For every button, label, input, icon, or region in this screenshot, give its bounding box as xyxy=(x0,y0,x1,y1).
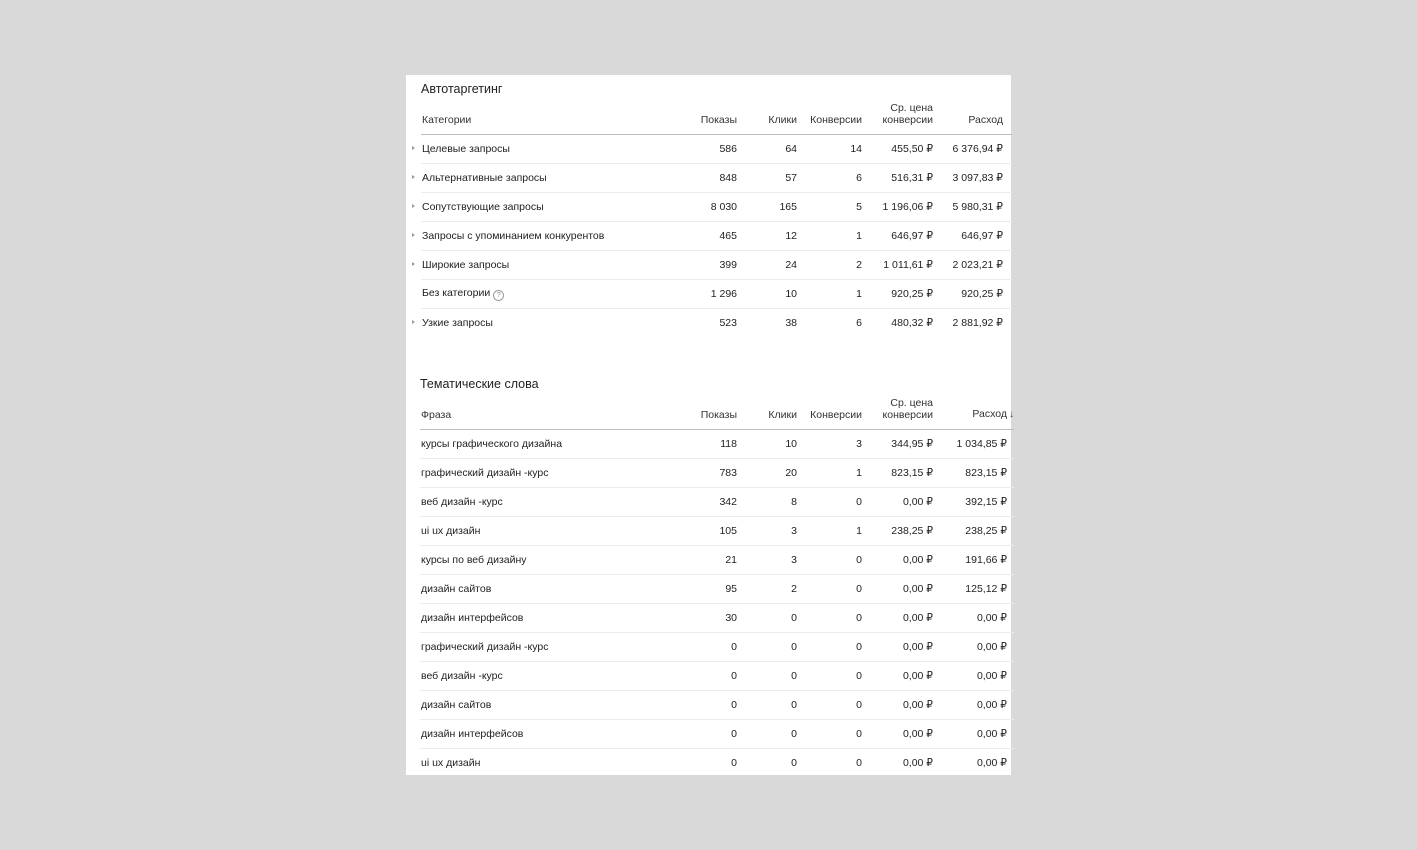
category-name[interactable] xyxy=(421,193,661,222)
autotargeting-table xyxy=(421,102,1012,337)
category-name-label: Узкие запросы xyxy=(422,317,493,329)
keyword-phrase-label: дизайн интерфейсов xyxy=(421,612,524,624)
col-header-category[interactable]: Категории xyxy=(421,102,661,135)
category-name-label: Сопутствующие запросы xyxy=(422,201,544,213)
spend-cell: 2 023,21 ₽ xyxy=(942,251,1012,280)
shows-cell: 0 xyxy=(661,662,746,691)
clicks-cell: 64 xyxy=(746,135,806,164)
clicks-cell: 0 xyxy=(746,633,806,662)
expand-caret-icon[interactable] xyxy=(412,320,415,324)
keyword-phrase-label: веб дизайн -курс xyxy=(421,670,503,682)
clicks-cell: 0 xyxy=(746,604,806,633)
clicks-cell: 38 xyxy=(785,317,797,329)
shows-cell: 105 xyxy=(661,517,746,546)
keyword-phrase-label: графический дизайн -курс xyxy=(421,467,549,479)
conversions-cell: 5 xyxy=(806,193,871,222)
shows-cell: 465 xyxy=(661,222,746,251)
spend-cell: 191,66 ₽ xyxy=(942,546,1014,575)
clicks-cell: 0 xyxy=(746,691,806,720)
keywords-title: Тематические слова xyxy=(420,377,539,391)
avg-price-cell: 920,25 ₽ xyxy=(871,280,942,309)
expand-caret-icon[interactable] xyxy=(412,175,415,179)
col-header-avg-price[interactable] xyxy=(871,397,942,430)
expand-caret-icon[interactable] xyxy=(412,146,415,150)
clicks-cell: 3 xyxy=(746,546,806,575)
col-header-shows[interactable]: Показы xyxy=(661,397,746,430)
clicks-cell: 12 xyxy=(746,222,806,251)
clicks-cell: 10 xyxy=(746,280,806,309)
conversions-cell: 0 xyxy=(806,662,871,691)
table-row[interactable] xyxy=(421,135,1012,164)
conversions-cell: 6 xyxy=(856,317,862,329)
conversions-cell: 6 xyxy=(806,164,871,193)
clicks-cell: 165 xyxy=(746,193,806,222)
report-panel xyxy=(406,75,1014,775)
table-row[interactable] xyxy=(420,488,1014,517)
shows-cell: 21 xyxy=(661,546,746,575)
avg-price-cell: 455,50 ₽ xyxy=(871,135,942,164)
col-header-spend-label: Расход xyxy=(972,408,1007,420)
table-row[interactable] xyxy=(420,662,1014,691)
col-header-phrase[interactable]: Фраза xyxy=(420,397,661,430)
conversions-cell: 1 xyxy=(806,280,871,309)
conversions-cell: 0 xyxy=(806,604,871,633)
shows-cell: 0 xyxy=(661,691,746,720)
table-row[interactable] xyxy=(420,517,1014,546)
table-row[interactable] xyxy=(421,251,1012,280)
avg-price-cell: 0,00 ₽ xyxy=(871,546,942,575)
spend-cell: 6 376,94 ₽ xyxy=(942,135,1012,164)
col-header-avg-price-line2: конверсии xyxy=(882,114,933,126)
conversions-cell: 3 xyxy=(806,430,871,459)
conversions-cell: 14 xyxy=(806,135,871,164)
keyword-phrase[interactable] xyxy=(420,488,661,517)
keyword-phrase[interactable] xyxy=(420,546,661,575)
autotargeting-title: Автотаргетинг xyxy=(421,82,503,96)
keyword-phrase[interactable] xyxy=(420,459,661,488)
keyword-phrase-label: графический дизайн -курс xyxy=(421,641,549,653)
avg-price-cell: 1 196,06 ₽ xyxy=(871,193,942,222)
table-row[interactable] xyxy=(420,604,1014,633)
col-header-avg-price[interactable] xyxy=(871,102,942,135)
clicks-cell: 57 xyxy=(746,164,806,193)
conversions-cell: 1 xyxy=(806,517,871,546)
keyword-phrase-label: дизайн сайтов xyxy=(421,583,492,595)
table-row[interactable] xyxy=(421,222,1012,251)
spend-cell: 238,25 ₽ xyxy=(942,517,1014,546)
shows-cell: 1 296 xyxy=(661,280,746,309)
shows-cell: 30 xyxy=(661,604,746,633)
spend-cell: 2 881,92 ₽ xyxy=(952,317,1003,329)
col-header-avg-price-line1: Ср. цена xyxy=(890,102,933,114)
spend-cell: 0,00 ₽ xyxy=(942,720,1014,749)
clicks-cell: 20 xyxy=(746,459,806,488)
table-row[interactable] xyxy=(420,749,1014,778)
shows-cell: 342 xyxy=(661,488,746,517)
conversions-cell: 0 xyxy=(806,546,871,575)
clicks-cell: 10 xyxy=(746,430,806,459)
keyword-phrase-label: дизайн интерфейсов xyxy=(421,728,524,740)
table-row[interactable] xyxy=(420,430,1014,459)
conversions-cell: 0 xyxy=(806,575,871,604)
spend-cell: 0,00 ₽ xyxy=(942,691,1014,720)
spend-cell: 1 034,85 ₽ xyxy=(942,430,1014,459)
spend-cell: 646,97 ₽ xyxy=(942,222,1012,251)
conversions-cell: 2 xyxy=(806,251,871,280)
category-name[interactable] xyxy=(421,135,661,164)
sort-descending-icon[interactable]: ↓ xyxy=(1009,409,1014,420)
shows-cell: 399 xyxy=(661,251,746,280)
table-row[interactable] xyxy=(421,193,1012,222)
conversions-cell: 0 xyxy=(806,633,871,662)
table-row[interactable] xyxy=(421,280,1012,309)
col-header-avg-price-line2: конверсии xyxy=(882,409,933,421)
keyword-phrase[interactable] xyxy=(420,691,661,720)
expand-caret-icon[interactable] xyxy=(412,233,415,237)
category-name-label: Целевые запросы xyxy=(422,143,510,155)
avg-price-cell: 0,00 ₽ xyxy=(871,633,942,662)
avg-price-cell: 1 011,61 ₽ xyxy=(871,251,942,280)
keyword-phrase[interactable] xyxy=(420,662,661,691)
keyword-phrase-label: веб дизайн -курс xyxy=(421,496,503,508)
avg-price-cell: 238,25 ₽ xyxy=(871,517,942,546)
keyword-phrase[interactable] xyxy=(420,720,661,749)
table-row[interactable] xyxy=(420,459,1014,488)
table-row[interactable] xyxy=(421,164,1012,193)
avg-price-cell: 646,97 ₽ xyxy=(871,222,942,251)
conversions-cell: 0 xyxy=(856,757,862,769)
spend-cell: 920,25 ₽ xyxy=(942,280,1012,309)
avg-price-cell: 0,00 ₽ xyxy=(902,757,933,769)
conversions-cell: 0 xyxy=(806,720,871,749)
clicks-cell: 3 xyxy=(746,517,806,546)
spend-cell: 3 097,83 ₽ xyxy=(942,164,1012,193)
col-header-avg-price-line1: Ср. цена xyxy=(890,397,933,409)
shows-cell: 523 xyxy=(719,317,737,329)
clicks-cell: 0 xyxy=(791,757,797,769)
table-row[interactable] xyxy=(420,575,1014,604)
avg-price-cell: 0,00 ₽ xyxy=(871,488,942,517)
shows-cell: 8 030 xyxy=(661,193,746,222)
table-row[interactable] xyxy=(420,546,1014,575)
spend-cell: 0,00 ₽ xyxy=(942,604,1014,633)
col-header-shows[interactable]: Показы xyxy=(661,102,746,135)
table-header-row xyxy=(421,102,1012,135)
table-row[interactable] xyxy=(420,720,1014,749)
col-header-spend[interactable]: Расход xyxy=(942,102,1012,135)
category-name[interactable] xyxy=(421,164,661,193)
category-name-label: Широкие запросы xyxy=(422,259,510,271)
col-header-conversions[interactable]: Конверсии xyxy=(806,397,871,430)
keyword-phrase-label: курсы графического дизайна xyxy=(421,438,563,450)
spend-cell: 392,15 ₽ xyxy=(942,488,1014,517)
avg-price-cell: 516,31 ₽ xyxy=(871,164,942,193)
keyword-phrase[interactable] xyxy=(420,430,661,459)
shows-cell: 848 xyxy=(661,164,746,193)
keyword-phrase-label: курсы по веб дизайну xyxy=(421,554,527,566)
spend-cell: 5 980,31 ₽ xyxy=(942,193,1012,222)
col-header-clicks[interactable]: Клики xyxy=(746,397,806,430)
clicks-cell: 0 xyxy=(746,662,806,691)
table-row[interactable] xyxy=(420,691,1014,720)
avg-price-cell: 0,00 ₽ xyxy=(871,691,942,720)
shows-cell: 586 xyxy=(661,135,746,164)
col-header-spend[interactable] xyxy=(942,397,1014,430)
category-name[interactable] xyxy=(421,251,661,280)
category-name-label: Альтернативные запросы xyxy=(422,172,547,184)
shows-cell: 95 xyxy=(661,575,746,604)
spend-cell: 0,00 ₽ xyxy=(976,757,1007,769)
spend-cell: 823,15 ₽ xyxy=(942,459,1014,488)
keyword-phrase[interactable] xyxy=(420,633,661,662)
clicks-cell: 8 xyxy=(746,488,806,517)
category-name-label: Без категории xyxy=(422,287,491,299)
category-name[interactable] xyxy=(421,309,661,338)
col-header-clicks[interactable]: Клики xyxy=(746,102,806,135)
shows-cell: 783 xyxy=(661,459,746,488)
keyword-phrase-label: ui ux дизайн xyxy=(421,757,481,769)
conversions-cell: 1 xyxy=(806,222,871,251)
expand-caret-icon[interactable] xyxy=(412,204,415,208)
avg-price-cell: 0,00 ₽ xyxy=(871,575,942,604)
keyword-phrase[interactable] xyxy=(420,749,661,778)
table-row[interactable] xyxy=(420,633,1014,662)
clicks-cell: 24 xyxy=(746,251,806,280)
category-name[interactable] xyxy=(421,222,661,251)
clicks-cell: 2 xyxy=(746,575,806,604)
expand-caret-icon[interactable] xyxy=(412,262,415,266)
spend-cell: 0,00 ₽ xyxy=(942,633,1014,662)
help-icon[interactable]: ? xyxy=(493,290,504,301)
shows-cell: 118 xyxy=(661,430,746,459)
keyword-phrase-label: ui ux дизайн xyxy=(421,525,481,537)
avg-price-cell: 823,15 ₽ xyxy=(871,459,942,488)
spend-cell: 125,12 ₽ xyxy=(942,575,1014,604)
clicks-cell: 0 xyxy=(746,720,806,749)
keyword-phrase[interactable] xyxy=(420,517,661,546)
shows-cell: 0 xyxy=(661,633,746,662)
avg-price-cell: 344,95 ₽ xyxy=(871,430,942,459)
keywords-table xyxy=(420,397,1014,777)
keyword-phrase[interactable] xyxy=(420,604,661,633)
conversions-cell: 0 xyxy=(806,691,871,720)
shows-cell: 0 xyxy=(731,757,737,769)
keyword-phrase-label: дизайн сайтов xyxy=(421,699,492,711)
conversions-cell: 1 xyxy=(806,459,871,488)
keyword-phrase[interactable] xyxy=(420,575,661,604)
conversions-cell: 0 xyxy=(806,488,871,517)
table-header-row xyxy=(420,397,1014,430)
avg-price-cell: 0,00 ₽ xyxy=(871,662,942,691)
table-row[interactable] xyxy=(421,309,1012,338)
avg-price-cell: 480,32 ₽ xyxy=(891,317,933,329)
avg-price-cell: 0,00 ₽ xyxy=(871,604,942,633)
category-name-label: Запросы с упоминанием конкурентов xyxy=(422,230,605,242)
avg-price-cell: 0,00 ₽ xyxy=(871,720,942,749)
category-name[interactable] xyxy=(421,280,661,309)
spend-cell: 0,00 ₽ xyxy=(942,662,1014,691)
col-header-conversions[interactable]: Конверсии xyxy=(806,102,871,135)
shows-cell: 0 xyxy=(661,720,746,749)
